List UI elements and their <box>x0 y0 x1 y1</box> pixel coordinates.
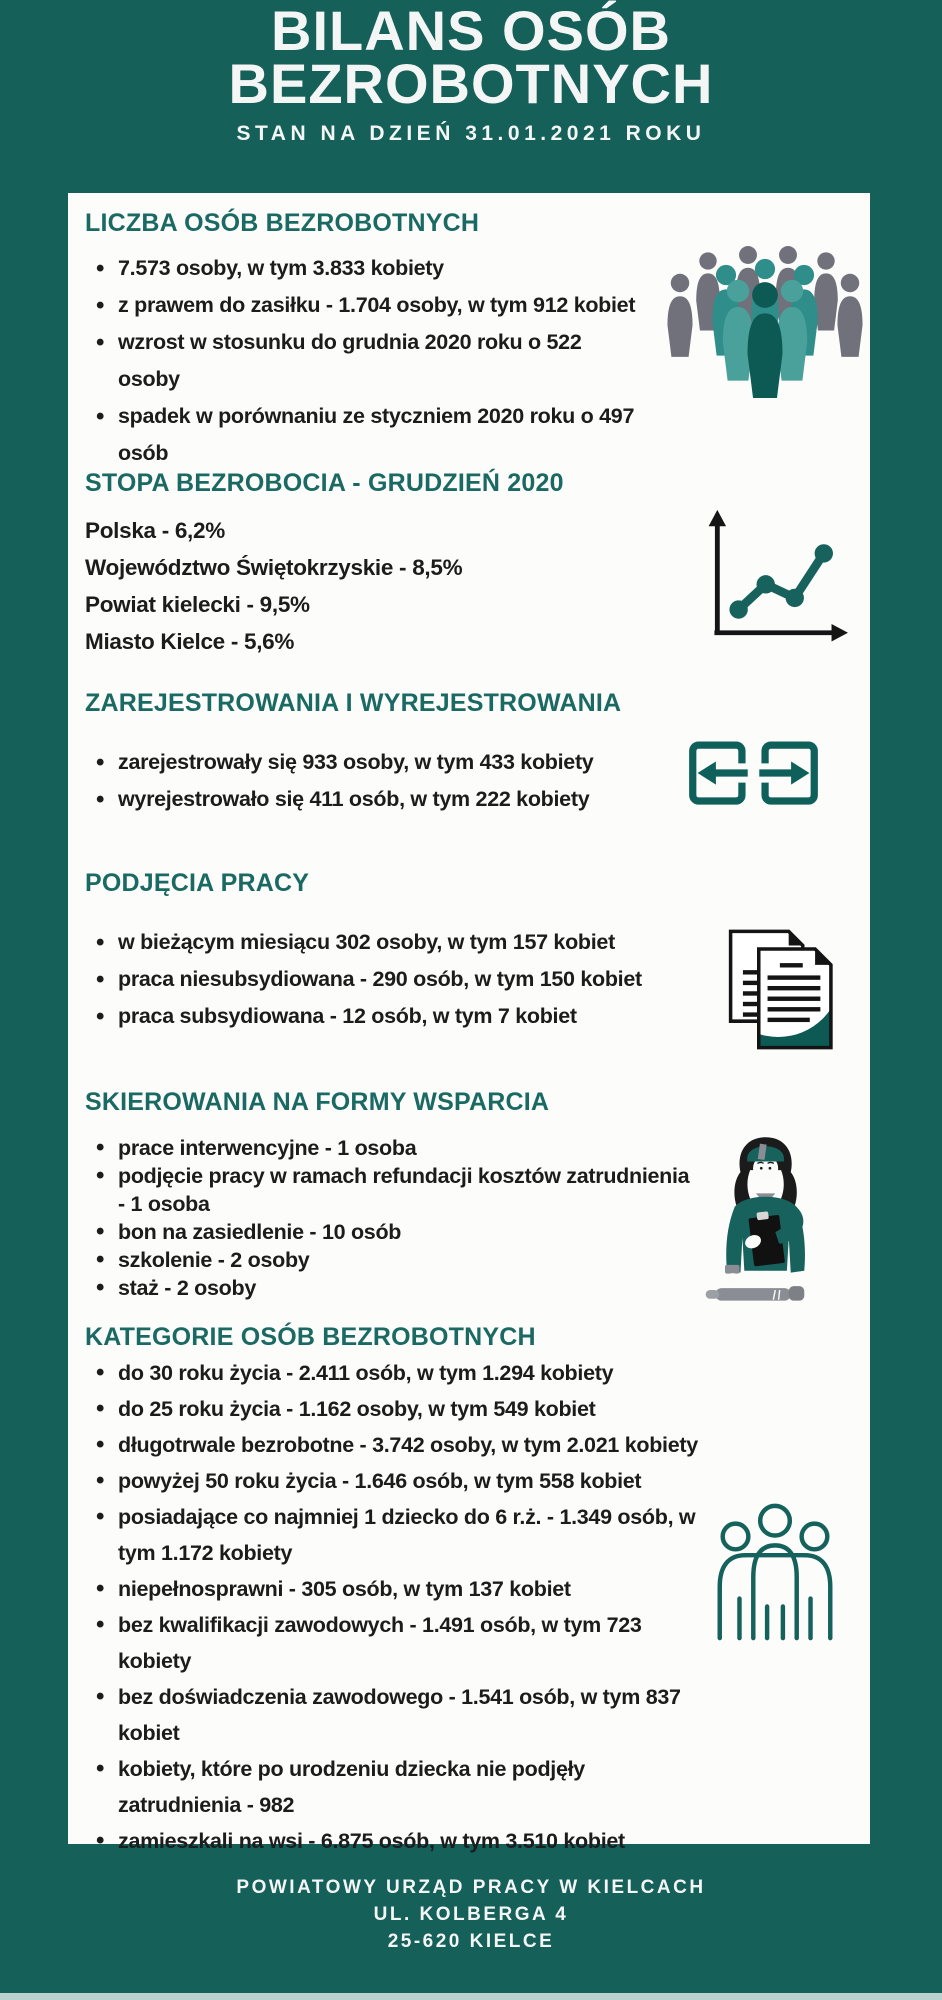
bullet-list <box>85 924 700 1035</box>
advisor-illustration <box>696 1121 841 1316</box>
footer <box>0 1874 942 1955</box>
list-item: • z prawem do zasiłku - 1.704 osoby, w tym 912 kobiet <box>85 287 645 324</box>
section-title: PODJĘCIA PRACY <box>85 869 310 897</box>
stat-line: Powiat kielecki - 9,5% <box>85 592 310 617</box>
section-kategorie <box>85 1322 735 1859</box>
section-skierowania <box>85 1087 735 1302</box>
list-item: • zarejestrowały się 933 osoby, w tym 433 kobiety <box>85 744 700 781</box>
list-item: • powyżej 50 roku życia - 1.646 osób, w tym 558 kobiet <box>85 1463 700 1499</box>
footer-line-street: UL. KOLBERGA 4 <box>373 1904 569 1925</box>
list-item: • 7.573 osoby, w tym 3.833 kobiety <box>85 250 645 287</box>
list-item: • podjęcie pracy w ramach refundacji kosztów zatrudnienia - 1 osoba <box>85 1162 700 1218</box>
section-zarejestrowania <box>85 688 735 818</box>
stat-lines <box>85 512 700 660</box>
page-subtitle: STAN NA DZIEŃ 31.01.2021 ROKU <box>236 122 706 145</box>
footer-line-city: 25-620 KIELCE <box>387 1931 555 1952</box>
list-item: • długotrwale bezrobotne - 3.742 osoby, w tym 2.021 kobiety <box>85 1427 700 1463</box>
section-title: STOPA BEZROBOCIA - GRUDZIEŃ 2020 <box>85 469 564 497</box>
documents-icon <box>713 919 845 1060</box>
list-item: • bon na zasiedlenie - 10 osób <box>85 1218 700 1246</box>
list-item: • staż - 2 osoby <box>85 1274 700 1302</box>
list-item: • szkolenie - 2 osoby <box>85 1246 700 1274</box>
stat-line: Województwo Świętokrzyskie - 8,5% <box>85 555 463 580</box>
transfer-arrows-icon <box>686 739 821 809</box>
section-title: LICZBA OSÓB BEZROBOTNYCH <box>85 209 480 237</box>
list-item: • wyrejestrowało się 411 osób, w tym 222 kobiety <box>85 781 700 818</box>
page-title <box>0 0 942 115</box>
bottom-edge-strip <box>0 1993 942 2000</box>
section-title: ZAREJESTROWANIA I WYREJESTROWANIA <box>85 689 622 717</box>
content-panel <box>68 193 870 1853</box>
list-item: • do 30 roku życia - 2.411 osób, w tym 1.294 kobiety <box>85 1355 700 1391</box>
list-item: • posiadające co najmniej 1 dziecko do 6 r.ż. - 1.349 osób, w tym 1.172 kobiety <box>85 1499 700 1571</box>
list-item: • bez doświadczenia zawodowego - 1.541 osób, w tym 837 kobiet <box>85 1679 700 1751</box>
header <box>0 0 942 146</box>
page-title-line1: BILANS OSÓB <box>271 0 671 62</box>
section-title: KATEGORIE OSÓB BEZROBOTNYCH <box>85 1323 536 1351</box>
list-item: • praca subsydiowana - 12 osób, w tym 7 kobiet <box>85 998 700 1035</box>
team-icon <box>696 1496 854 1646</box>
section-podjecia-pracy <box>85 868 735 1035</box>
list-item: • praca niesubsydiowana - 290 osób, w tym 150 kobiet <box>85 961 700 998</box>
section-title: SKIEROWANIA NA FORMY WSPARCIA <box>85 1088 550 1116</box>
list-item: • do 25 roku życia - 1.162 osoby, w tym 549 kobiet <box>85 1391 700 1427</box>
footer-line-institution: POWIATOWY URZĄD PRACY W KIELCACH <box>236 1877 706 1898</box>
bullet-list <box>85 1134 700 1302</box>
line-chart-icon <box>690 505 855 655</box>
stat-line: Miasto Kielce - 5,6% <box>85 629 295 654</box>
section-stopa-bezrobocia <box>85 468 735 660</box>
list-item: • bez kwalifikacji zawodowych - 1.491 osób, w tym 723 kobiety <box>85 1607 700 1679</box>
list-item: • niepełnosprawni - 305 osób, w tym 137 kobiet <box>85 1571 700 1607</box>
stat-line: Polska - 6,2% <box>85 518 225 543</box>
list-item: • prace interwencyjne - 1 osoba <box>85 1134 700 1162</box>
crowd-icon <box>660 235 870 410</box>
bullet-list <box>85 250 645 472</box>
list-item: • w bieżącym miesiącu 302 osoby, w tym 157 kobiet <box>85 924 700 961</box>
list-item: • zamieszkali na wsi - 6.875 osób, w tym 3.510 kobiet <box>85 1823 700 1859</box>
page-title-line2: BEZROBOTNYCH <box>228 52 714 115</box>
list-item: • wzrost w stosunku do grudnia 2020 roku o 522 osoby <box>85 324 645 398</box>
list-item: • kobiety, które po urodzeniu dziecka nie podjęły zatrudnienia - 982 <box>85 1751 700 1823</box>
bullet-list <box>85 744 700 818</box>
list-item: • spadek w porównaniu ze styczniem 2020 roku o 497 osób <box>85 398 645 472</box>
bullet-list <box>85 1355 700 1859</box>
section-liczba-osob <box>85 208 735 472</box>
